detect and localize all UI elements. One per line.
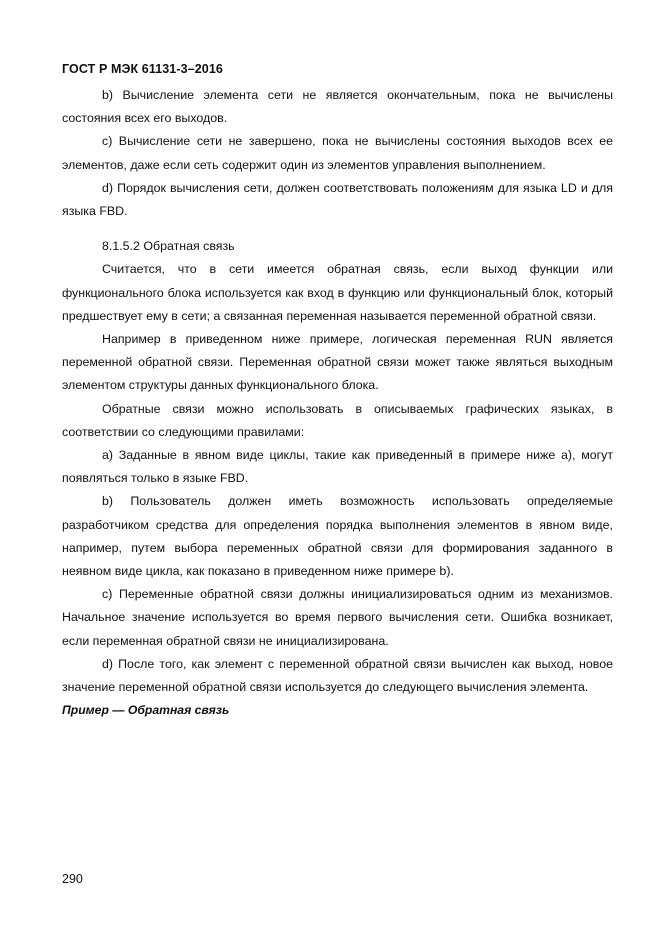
paragraph-feedback-definition: Считается, что в сети имеется обратная связь, если выход функции или функционального блока используется как вход в функцию или функциональный блок, который предшествует ему в сети; а связанная переменная называется переменной обратной связи.	[62, 262, 613, 323]
paragraph-rule-c: c) Переменные обратной связи должны инициализироваться одним из механизмов. Начальное значение используется во время первого вычисления сети. Ошибка возникает, если переменная обратной связи не инициализирована.	[62, 587, 613, 648]
paragraph-rule-a: а) Заданные в явном виде циклы, такие как приведенный в примере ниже а), могут появляться только в языке FBD.	[62, 448, 613, 486]
paragraph-item-d-order: d) Порядок вычисления сети, должен соответствовать положениям для языка LD и для языка FBD.	[62, 180, 613, 219]
document-body	[62, 84, 613, 722]
paragraph-item-c-network: c) Вычисление сети не завершено, пока не вычислены состояния выходов всех ее элементов, даже если сеть содержит один из элементов управления выполнением.	[62, 134, 613, 172]
paragraph-item-b-evaluation: b) Вычисление элемента сети не является окончательным, пока не вычислены состояния всех его выходов.	[62, 88, 613, 126]
document-header: ГОСТ Р МЭК 61131-3–2016	[62, 62, 223, 76]
paragraph-rule-d: d) После того, как элемент с переменной обратной связи вычислен как выход, новое значение переменной обратной связи используется до следующего вычисления элемента.	[62, 656, 613, 695]
page-number: 290	[62, 872, 83, 886]
paragraph-feedback-rules-intro: Обратные связи можно использовать в описываемых графических языках, в соответствии со следующими правилами:	[62, 401, 613, 439]
paragraph-feedback-example: Например в приведенном ниже примере, логическая переменная RUN является переменной обратной связи. Переменная обратной связи может также являться выходным элементом структуры данных функционального блока.	[62, 332, 613, 393]
paragraph-rule-b: b) Пользователь должен иметь возможность использовать определяемые разработчиком средства для определения порядка выполнения элементов в явном виде, например, путем выбора переменных обратной связи для формирования заданного в неявном виде цикла, как показано в приведенном ниже примере b).	[62, 494, 613, 579]
example-label: Пример — Обратная связь	[62, 703, 230, 718]
section-heading-feedback: 8.1.5.2 Обратная связь	[102, 239, 235, 254]
